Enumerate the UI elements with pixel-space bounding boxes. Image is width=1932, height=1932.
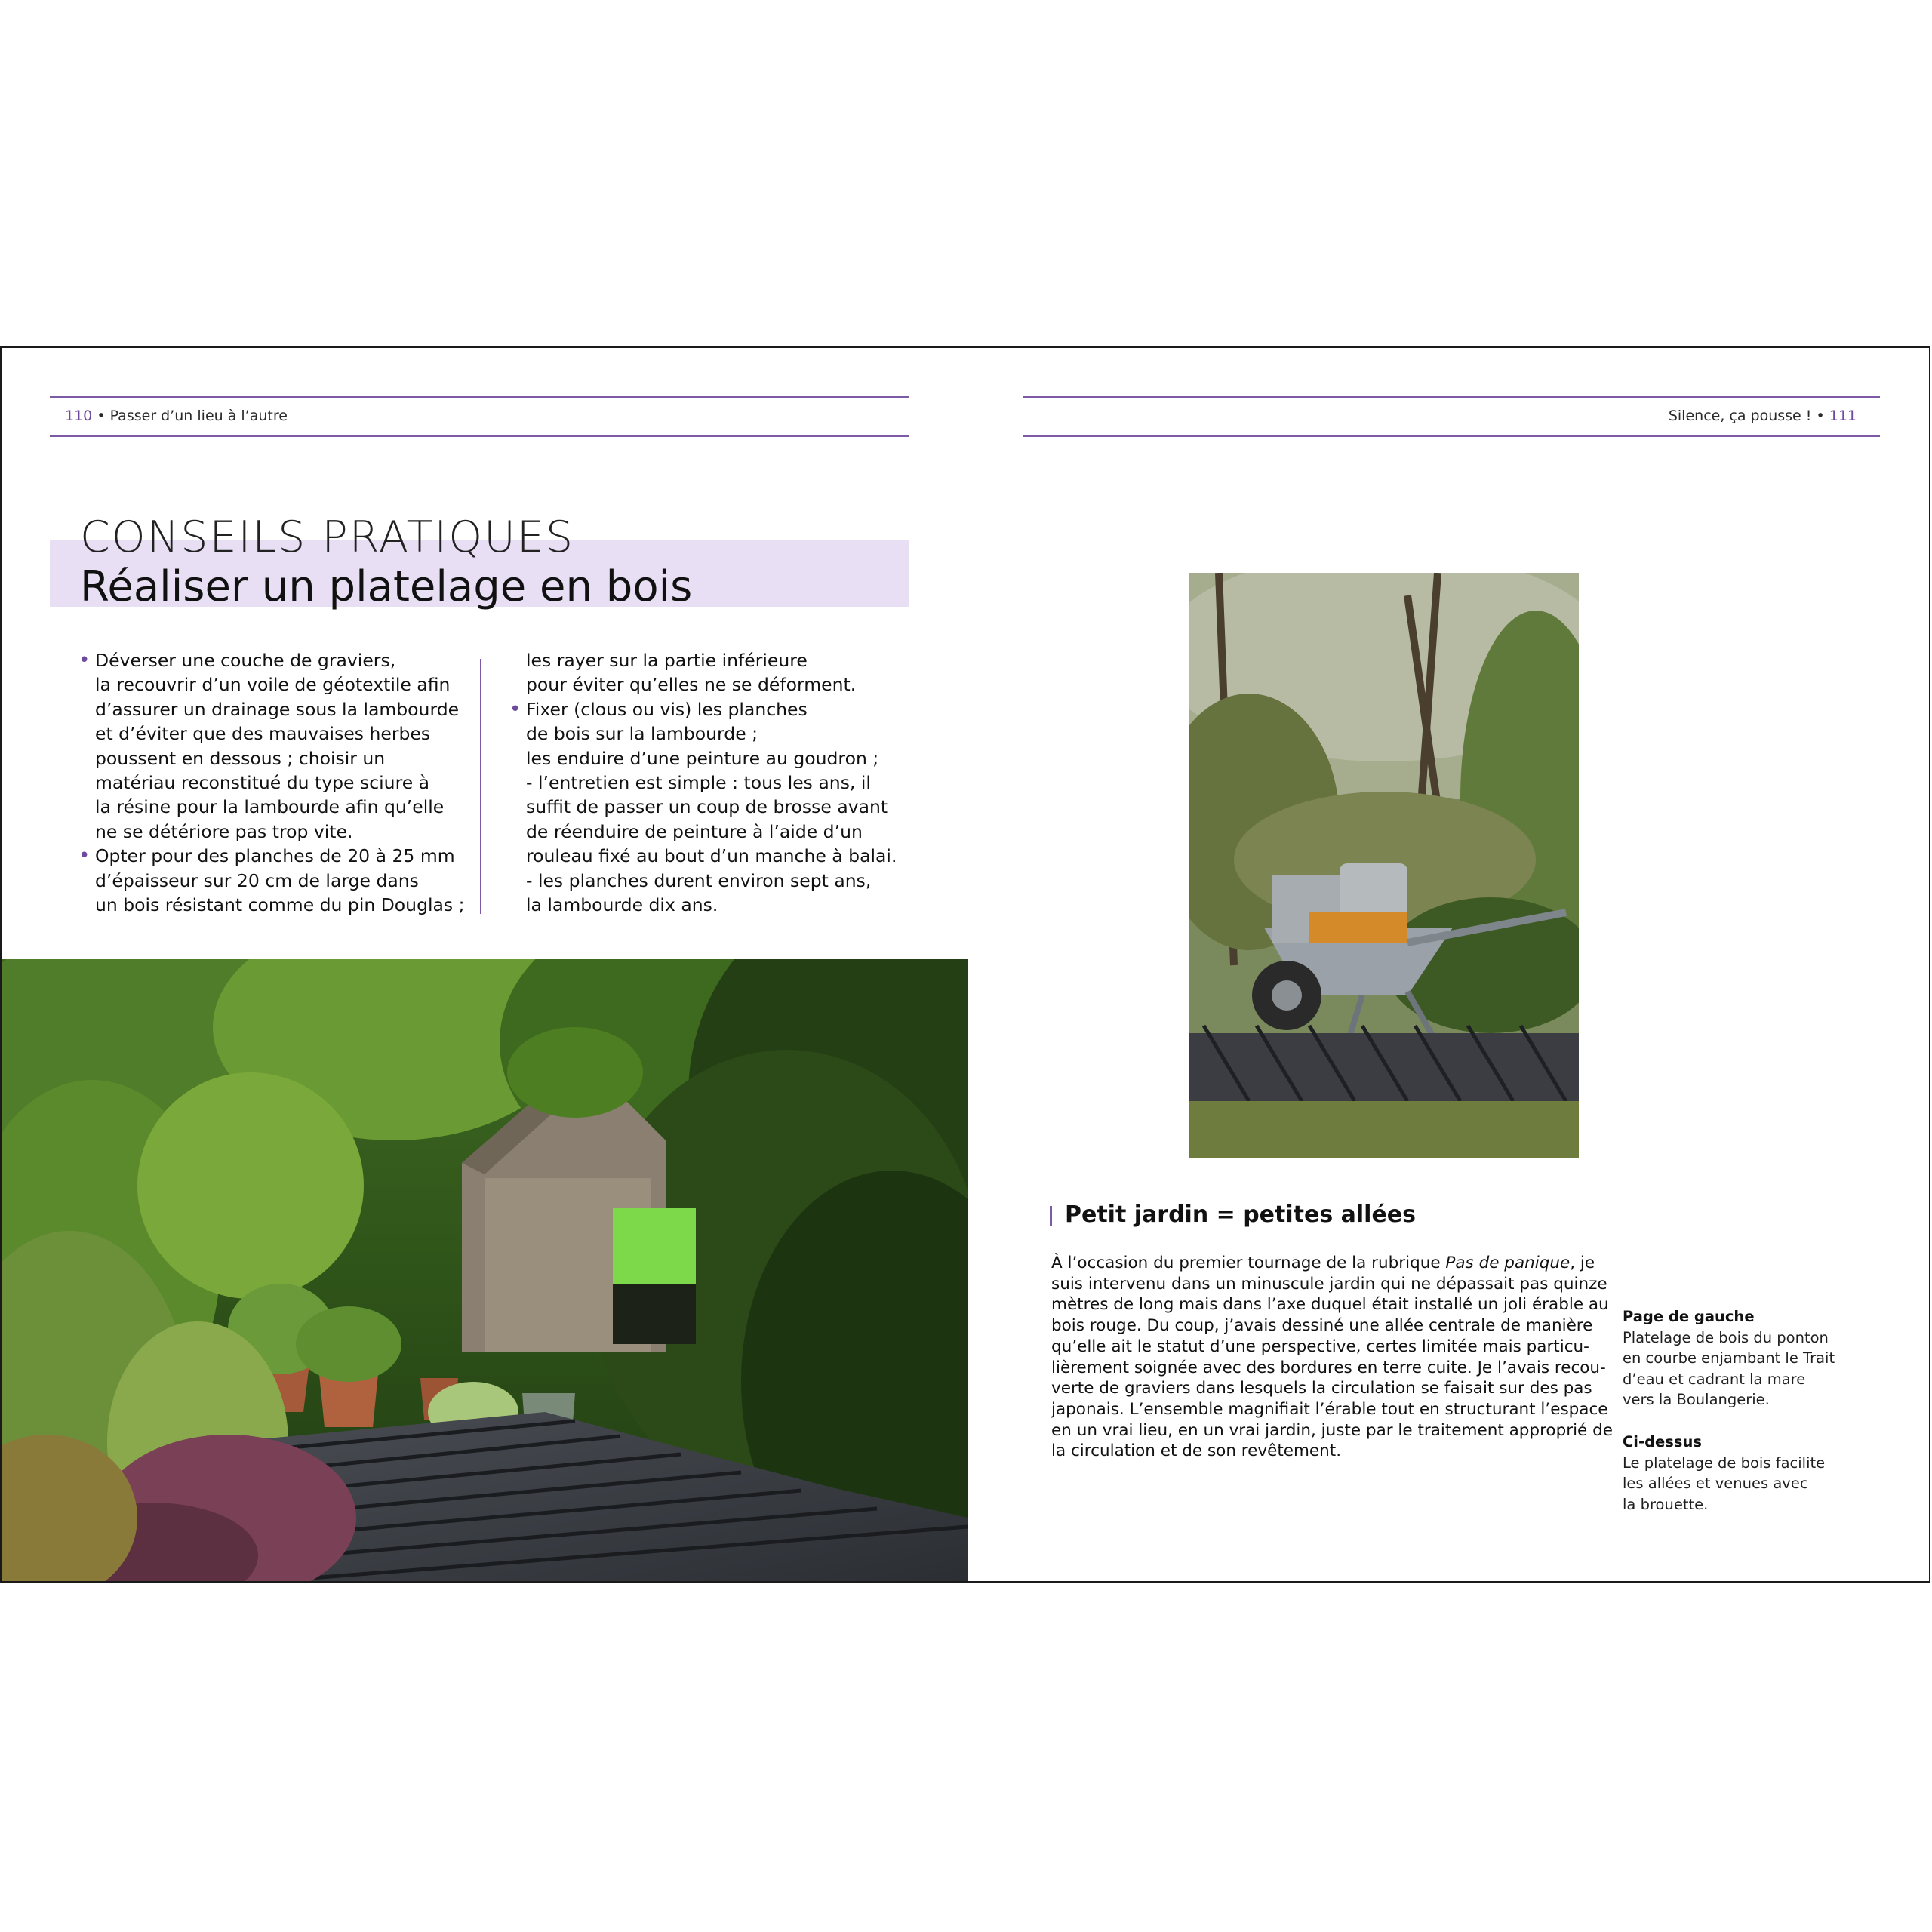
tip-line [95, 721, 465, 746]
tip-text: rouleau fixé au bout d’un manche à balai. [526, 845, 897, 867]
tips-column-2 [509, 648, 897, 917]
tip-line [78, 844, 465, 868]
body-text: en un vrai lieu, en un vrai jardin, juste par le traitement approprié de [1051, 1420, 1613, 1440]
tip-text: ne se détériore pas trop vite. [95, 820, 353, 842]
column-divider [480, 659, 481, 914]
body-text: bois rouge. Du coup, j’avais dessiné une allée centrale de manière [1051, 1316, 1593, 1336]
bullet-dot: • [509, 697, 521, 721]
tip-text: - l’entretien est simple : tous les ans, il [526, 772, 871, 794]
tip-line [95, 771, 465, 795]
tip-text: Fixer (clous ou vis) les planches [526, 698, 808, 720]
tip-line [526, 721, 897, 746]
left-header-rule-bottom [50, 435, 909, 437]
caption-above [1623, 1432, 1825, 1515]
body-line [1051, 1274, 1607, 1295]
body-line [1051, 1399, 1608, 1420]
tip-text: la lambourde dix ans. [526, 894, 718, 916]
tip-line [95, 820, 465, 844]
body-line [1051, 1294, 1609, 1315]
tip-line [526, 771, 897, 795]
tip-text: les rayer sur la partie inférieure [526, 650, 808, 671]
tip-line [95, 795, 465, 819]
section-subheading: Petit jardin = petites allées [1065, 1201, 1416, 1228]
tip-line [526, 893, 897, 917]
caption-left-page [1623, 1306, 1835, 1411]
book-spread [0, 346, 1930, 1583]
tip-text: un bois résistant comme du pin Douglas ; [95, 894, 465, 916]
tip-line [95, 697, 465, 721]
tip-text: - les planches durent environ sept ans, [526, 869, 872, 891]
tip-line [526, 844, 897, 868]
body-line [1051, 1420, 1613, 1441]
right-running-head [1669, 407, 1857, 425]
body-line [1051, 1253, 1595, 1274]
tip-line [526, 869, 897, 893]
program-title: Pas de panique [1445, 1254, 1571, 1272]
body-text: verte de graviers dans lesquels la circulation se faisait sur des pas [1051, 1379, 1592, 1398]
subhead-accent-bar [1050, 1206, 1052, 1226]
tip-text: de réenduire de peinture à l’aide d’un [526, 820, 863, 842]
bullet-dot: • [78, 844, 91, 868]
caption-line: en courbe enjambant le Trait [1623, 1349, 1835, 1367]
left-running-head [65, 407, 288, 425]
body-line [1051, 1441, 1580, 1462]
article-title: Réaliser un platelage en bois [80, 562, 693, 611]
tip-text: d’assurer un drainage sous la lambourde [95, 698, 460, 720]
left-page-number: 110 [65, 408, 93, 424]
garden-photo-illustration [2, 959, 968, 1583]
right-header-rule-bottom [1023, 435, 1880, 437]
tip-text: les enduire d’une peinture au goudron ; [526, 747, 879, 769]
tip-text: poussent en dessous ; choisir un [95, 747, 386, 769]
body-text: À l’occasion du premier tournage de la rubrique [1051, 1254, 1446, 1272]
body-line [1051, 1337, 1589, 1358]
body-line [1051, 1315, 1593, 1337]
caption-line: Le platelage de bois facilite [1623, 1454, 1826, 1472]
tip-line [526, 672, 897, 697]
caption-title: Page de gauche [1623, 1308, 1755, 1325]
caption-line: d’eau et cadrant la mare [1623, 1370, 1806, 1388]
caption-title: Ci-dessus [1623, 1433, 1702, 1451]
body-text: qu’elle ait le statut d’une perspective, certes limitée mais particu- [1051, 1337, 1589, 1356]
tip-text: pour éviter qu’elles ne se déforment. [526, 674, 857, 696]
tip-line [95, 869, 465, 893]
bullet-dot: • [78, 649, 91, 672]
body-text: japonais. L’ensemble magnifiait l’érable tout en structurant l’espace [1051, 1399, 1608, 1419]
tip-text: Déverser une couche de graviers, [95, 650, 396, 671]
tip-text: la recouvrir d’un voile de géotextile afin [95, 674, 451, 696]
body-line [1051, 1358, 1606, 1379]
tip-text: la résine pour la lambourde afin qu’elle [95, 796, 445, 818]
tip-line [78, 648, 465, 672]
garden-boardwalk-photo [2, 959, 968, 1583]
tip-text: Opter pour des planches de 20 à 25 mm [95, 845, 455, 867]
tip-line [526, 820, 897, 844]
tip-line [95, 746, 465, 771]
tips-column-1 [78, 648, 465, 917]
tip-line [526, 648, 897, 672]
tip-line [509, 697, 897, 721]
right-header-rule-top [1023, 396, 1880, 398]
right-page-number: 111 [1829, 408, 1857, 424]
left-header-rule-top [50, 396, 909, 398]
left-section-title: Passer d’un lieu à l’autre [109, 408, 288, 424]
wheelbarrow-photo-illustration [1189, 573, 1579, 1158]
tip-text: suffit de passer un coup de brosse avant [526, 796, 888, 818]
caption-line: vers la Boulangerie. [1623, 1391, 1770, 1408]
tip-text: matériau reconstitué du type sciure à [95, 772, 430, 794]
body-text: suis intervenu dans un minuscule jardin qui ne dépassait pas quinze [1051, 1274, 1607, 1294]
tip-line [95, 893, 465, 917]
body-text: , je [1570, 1254, 1595, 1272]
body-text: la circulation et de son revêtement. [1051, 1441, 1342, 1461]
tip-line [526, 795, 897, 819]
caption-line: les allées et venues avec [1623, 1475, 1808, 1492]
body-text: lièrement soignée avec des bordures en terre cuite. Je l’avais recou- [1051, 1358, 1606, 1377]
body-line [1051, 1378, 1592, 1399]
tip-text: d’épaisseur sur 20 cm de large dans [95, 869, 419, 891]
tip-line [95, 672, 465, 697]
tip-line [526, 746, 897, 771]
tip-text: et d’éviter que des mauvaises herbes [95, 723, 431, 745]
right-section-title: Silence, ça pousse ! [1668, 408, 1812, 424]
wheelbarrow-photo [1189, 573, 1579, 1158]
right-separator: • [1816, 408, 1825, 424]
tip-text: de bois sur la lambourde ; [526, 723, 758, 745]
caption-line: la brouette. [1623, 1495, 1709, 1513]
caption-line: Platelage de bois du ponton [1623, 1328, 1829, 1346]
section-kicker: CONSEILS PRATIQUES [80, 512, 575, 562]
article-body [1051, 1253, 1613, 1462]
left-separator: • [97, 408, 106, 424]
body-text: mètres de long mais dans l’axe duquel était installé un joli érable au [1051, 1295, 1609, 1315]
